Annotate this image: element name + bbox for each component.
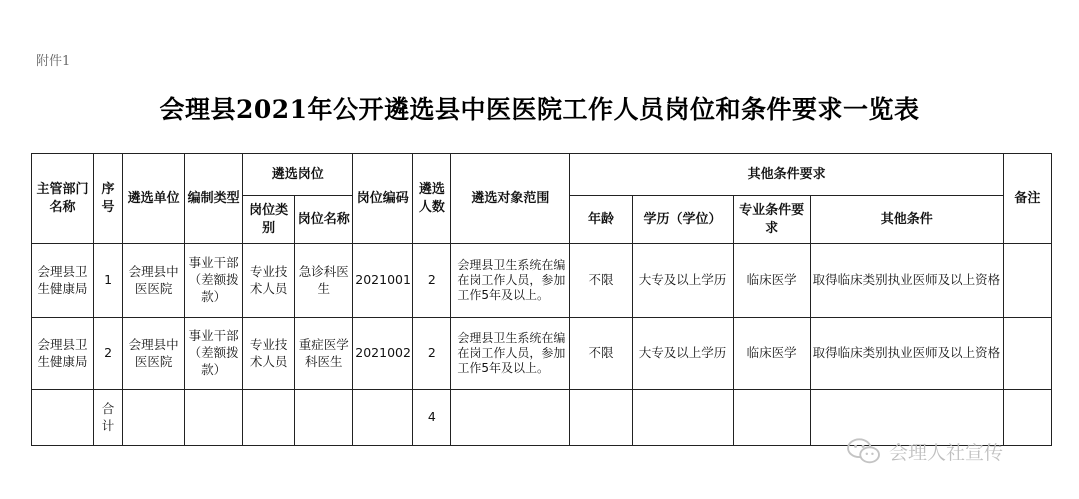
watermark-text: 会理人社宣传 [889,441,1004,464]
table-row [32,244,1052,318]
cell-empty [243,390,295,446]
header-unit: 遴选单位 [123,154,185,244]
cell-age: 不限 [570,244,632,318]
cell-other: 取得临床类别执业医师及以上资格 [810,244,1003,318]
header-position-group: 遴选岗位 [243,154,353,196]
cell-empty [451,390,570,446]
cell-dept: 会理县卫生健康局 [32,244,94,318]
cell-remark [1003,244,1051,318]
header-pos-name: 岗位名称 [295,196,353,244]
header-dept: 主管部门名称 [32,154,94,244]
position-requirements-table [31,153,1052,446]
cell-unit: 会理县中医医院 [123,318,185,390]
cell-empty [185,390,243,446]
cell-dept: 会理县卫生健康局 [32,318,94,390]
header-other: 其他条件 [810,196,1003,244]
header-remark: 备注 [1003,154,1051,244]
header-pos-code: 岗位编码 [353,154,413,244]
header-seq: 序号 [94,154,123,244]
cell-empty [353,390,413,446]
document-title: 会理县2021年公开遴选县中医医院工作人员岗位和条件要求一览表 [159,95,920,124]
header-staff-type: 编制类型 [185,154,243,244]
header-scope: 遴选对象范围 [451,154,570,244]
cell-education: 大专及以上学历 [632,244,733,318]
cell-pos-name: 重症医学科医生 [295,318,353,390]
header-age: 年龄 [570,196,632,244]
watermark [845,436,1003,466]
cell-education: 大专及以上学历 [632,318,733,390]
cell-pos-category: 专业技术人员 [243,318,295,390]
cell-age: 不限 [570,318,632,390]
cell-scope: 会理县卫生系统在编在岗工作人员，参加工作5年及以上。 [451,318,570,390]
total-label: 合计 [94,390,123,446]
cell-count: 2 [413,244,451,318]
header-count: 遴选人数 [413,154,451,244]
cell-empty [123,390,185,446]
cell-pos-code: 2021001 [353,244,413,318]
cell-pos-code: 2021002 [353,318,413,390]
cell-other: 取得临床类别执业医师及以上资格 [810,318,1003,390]
header-row-1 [32,154,1052,196]
cell-empty [570,390,632,446]
cell-staff-type: 事业干部（差额拨款） [185,318,243,390]
cell-major: 临床医学 [733,244,810,318]
cell-empty [32,390,94,446]
total-count: 4 [413,390,451,446]
cell-pos-name: 急诊科医生 [295,244,353,318]
cell-seq: 2 [94,318,123,390]
cell-pos-category: 专业技术人员 [243,244,295,318]
cell-scope: 会理县卫生系统在编在岗工作人员，参加工作5年及以上。 [451,244,570,318]
cell-unit: 会理县中医医院 [123,244,185,318]
header-major: 专业条件要求 [733,196,810,244]
cell-major: 临床医学 [733,318,810,390]
cell-seq: 1 [94,244,123,318]
cell-count: 2 [413,318,451,390]
header-education: 学历（学位） [632,196,733,244]
header-pos-category: 岗位类别 [243,196,295,244]
header-other-group: 其他条件要求 [570,154,1003,196]
attachment-label: 附件1 [36,54,71,69]
cell-empty [1003,390,1051,446]
cell-empty [733,390,810,446]
table-row [32,318,1052,390]
cell-remark [1003,318,1051,390]
wechat-icon [845,436,883,466]
cell-staff-type: 事业干部（差额拨款） [185,244,243,318]
cell-empty [295,390,353,446]
cell-empty [632,390,733,446]
